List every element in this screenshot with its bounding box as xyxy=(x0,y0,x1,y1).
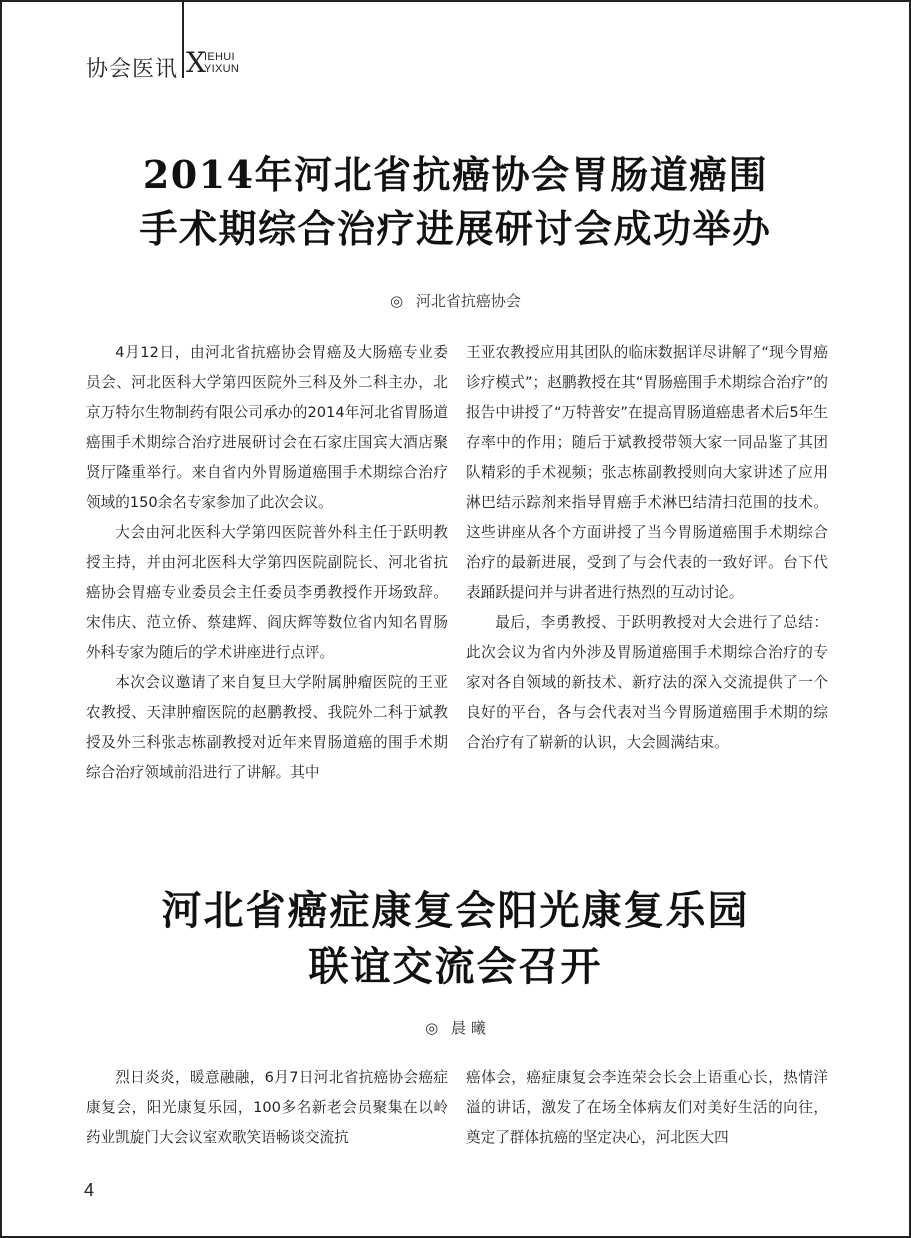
section-mark-line1: IEHUI xyxy=(204,51,235,63)
article2-paragraph-continued: 癌体会，癌症康复会李连荣会长会上语重心长，热情洋溢的讲话，激发了在场全体病友们对美好生活的向往，奠定了群体抗癌的坚定决心，河北医大四 xyxy=(466,1069,828,1146)
article2-title-line1: 河北省癌症康复会阳光康复乐园 xyxy=(161,887,750,934)
article2-byline xyxy=(0,1017,911,1038)
section-mark-line2: YIXUN xyxy=(204,63,240,75)
article1-paragraph-continued: 王亚农教授应用其团队的临床数据详尽讲解了“现今胃癌诊疗模式”；赵鹏教授在其“胃肠癌围手术期综合治疗”的报告中讲授了“万特普安”在提高胃肠道癌患者术后5年生存率中的作用；随后于斌教授带领大家一同品鉴了其团队精彩的手术视频；张志栋副教授则向大家讲述了应用淋巴结示踪剂来指导胃癌手术淋巴结清扫范围的技术。这些讲座从各个方面讲授了当今胃肠道癌围手术期综合治疗的最新进展，受到了与会代表的一致好评。台下代表踊跃提问并与讲者进行热烈的互动讨论。 xyxy=(466,344,828,601)
article1-paragraph: 最后，李勇教授、于跃明教授对大会进行了总结：此次会议为省内外涉及胃肠道癌围手术期综合治疗的专家对各自领域的新技术、新疗法的深入交流提供了一个良好的平台，各与会代表对当今胃肠道癌围手术期的综合治疗有了崭新的认识，大会圆满结束。 xyxy=(466,614,828,751)
article1-column-left xyxy=(86,338,448,788)
article2-author: 晨 曦 xyxy=(451,1019,486,1037)
article1-paragraph: 本次会议邀请了来自复旦大学附属肿瘤医院的王亚农教授、天津肿瘤医院的赵鹏教授、我院外二科于斌教授及外三科张志栋副教授对近年来胃肠道癌的围手术期综合治疗领域前沿进行了讲解。其中 xyxy=(86,674,448,781)
page-number: 4 xyxy=(84,1180,95,1200)
byline-circle-icon: ◎ xyxy=(390,292,404,310)
article1-byline xyxy=(0,290,911,311)
article1-title-line2: 手术期综合治疗进展研讨会成功举办 xyxy=(139,206,772,251)
article2-title-line2: 联谊交流会召开 xyxy=(308,943,603,990)
page-border-top xyxy=(0,0,911,2)
section-mark-initial: X xyxy=(186,46,206,79)
article1-title-line1: 2014年河北省抗癌协会胃肠道癌围 xyxy=(142,152,769,197)
byline-circle-icon: ◎ xyxy=(425,1019,439,1037)
article1-column-right xyxy=(466,338,828,758)
article1-paragraph: 4月12日，由河北省抗癌协会胃癌及大肠癌专业委员会、河北医科大学第四医院外三科及外二科主办，北京万特尔生物制药有限公司承办的2014年河北省胃肠道癌围手术期综合治疗进展研讨会在石家庄国宾大酒店聚贤厅隆重举行。来自省内外胃肠道癌围手术期综合治疗领域的150余名专家参加了此次会议。 xyxy=(86,344,448,511)
article1-title xyxy=(0,148,911,256)
header-vertical-rule xyxy=(182,0,184,78)
article2-paragraph: 烈日炎炎，暖意融融，6月7日河北省抗癌协会癌症康复会，阳光康复乐园，100多名新老会员聚集在以岭药业凯旋门大会议室欢歌笑语畅谈交流抗 xyxy=(86,1069,448,1146)
article2-column-right xyxy=(466,1063,828,1153)
article2-title xyxy=(0,883,911,995)
article2-column-left xyxy=(86,1063,448,1153)
section-name: 协会医讯 xyxy=(86,57,179,82)
article1-author: 河北省抗癌协会 xyxy=(415,292,521,310)
article1-paragraph: 大会由河北医科大学第四医院普外科主任于跃明教授主持，并由河北医科大学第四医院副院长、河北省抗癌协会胃癌专业委员会主任委员李勇教授作开场致辞。宋伟庆、范立侨、蔡建辉、阎庆辉等数位省内知名胃肠外科专家为随后的学术讲座进行点评。 xyxy=(86,524,448,661)
